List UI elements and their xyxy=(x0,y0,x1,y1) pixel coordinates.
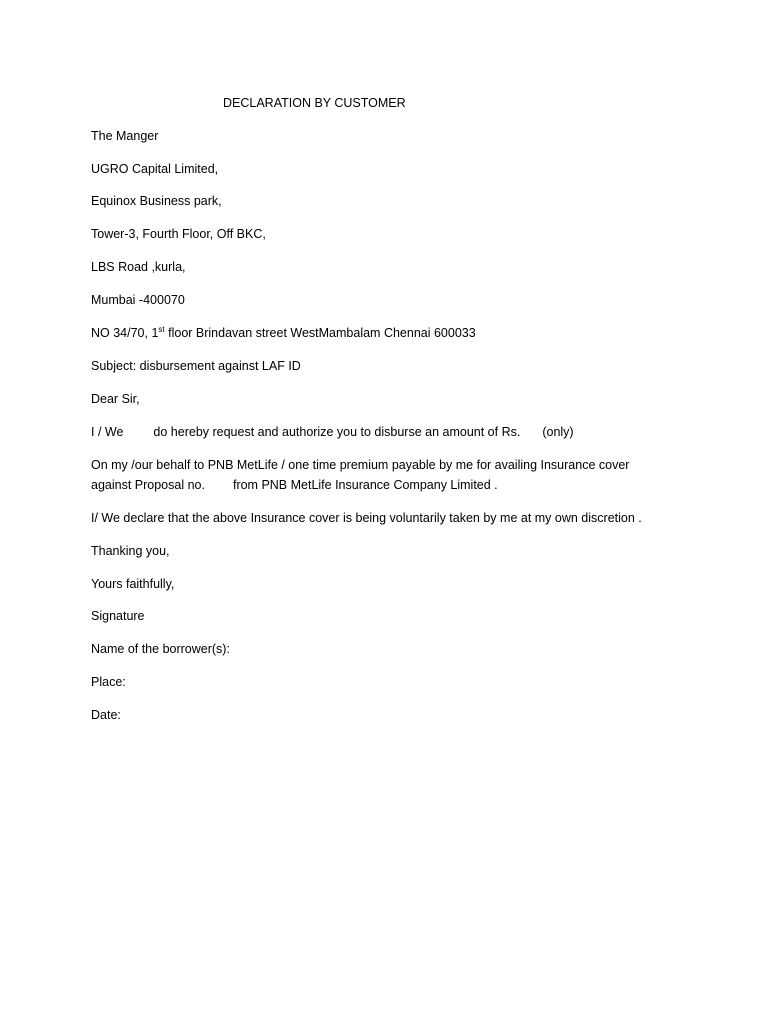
sender-address-sup: st xyxy=(158,325,165,334)
addressee-line-5: LBS Road ,kurla, xyxy=(91,260,186,274)
subject-line: Subject: disbursement against LAF ID xyxy=(91,359,301,373)
addressee-line-4: Tower-3, Fourth Floor, Off BKC, xyxy=(91,227,266,241)
sender-address-prefix: NO 34/70, 1 xyxy=(91,326,159,340)
document-title: DECLARATION BY CUSTOMER xyxy=(223,96,406,110)
proposal-company: from PNB MetLife Insurance Company Limited . xyxy=(232,478,498,492)
request-part-c: (only) xyxy=(542,425,574,439)
date-label: Date: xyxy=(91,708,121,722)
salutation: Dear Sir, xyxy=(91,392,140,406)
addressee-line-1: The Manger xyxy=(91,129,159,143)
signature-label: Signature xyxy=(91,609,145,623)
declaration-paragraph: I/ We declare that the above Insurance cover is being voluntarily taken by me at my own discretion . xyxy=(91,511,642,525)
sender-address-suffix: floor Brindavan street WestMambalam Chennai 600033 xyxy=(164,326,476,340)
request-paragraph xyxy=(91,424,574,440)
addressee-line-3: Equinox Business park, xyxy=(91,194,222,208)
closing-faithfully: Yours faithfully, xyxy=(91,577,175,591)
closing-thanks: Thanking you, xyxy=(91,544,170,558)
place-label: Place: xyxy=(91,675,126,689)
sender-address xyxy=(91,325,476,341)
proposal-label: against Proposal no. xyxy=(91,478,205,492)
request-part-a: I / We xyxy=(91,425,124,439)
behalf-paragraph-line-2 xyxy=(91,477,498,493)
addressee-line-2: UGRO Capital Limited, xyxy=(91,162,219,176)
borrower-name-label: Name of the borrower(s): xyxy=(91,642,230,656)
addressee-line-6: Mumbai -400070 xyxy=(91,293,185,307)
behalf-paragraph-line-1: On my /our behalf to PNB MetLife / one time premium payable by me for availing Insurance cover xyxy=(91,458,630,472)
request-part-b: do hereby request and authorize you to disburse an amount of Rs. xyxy=(153,425,521,439)
